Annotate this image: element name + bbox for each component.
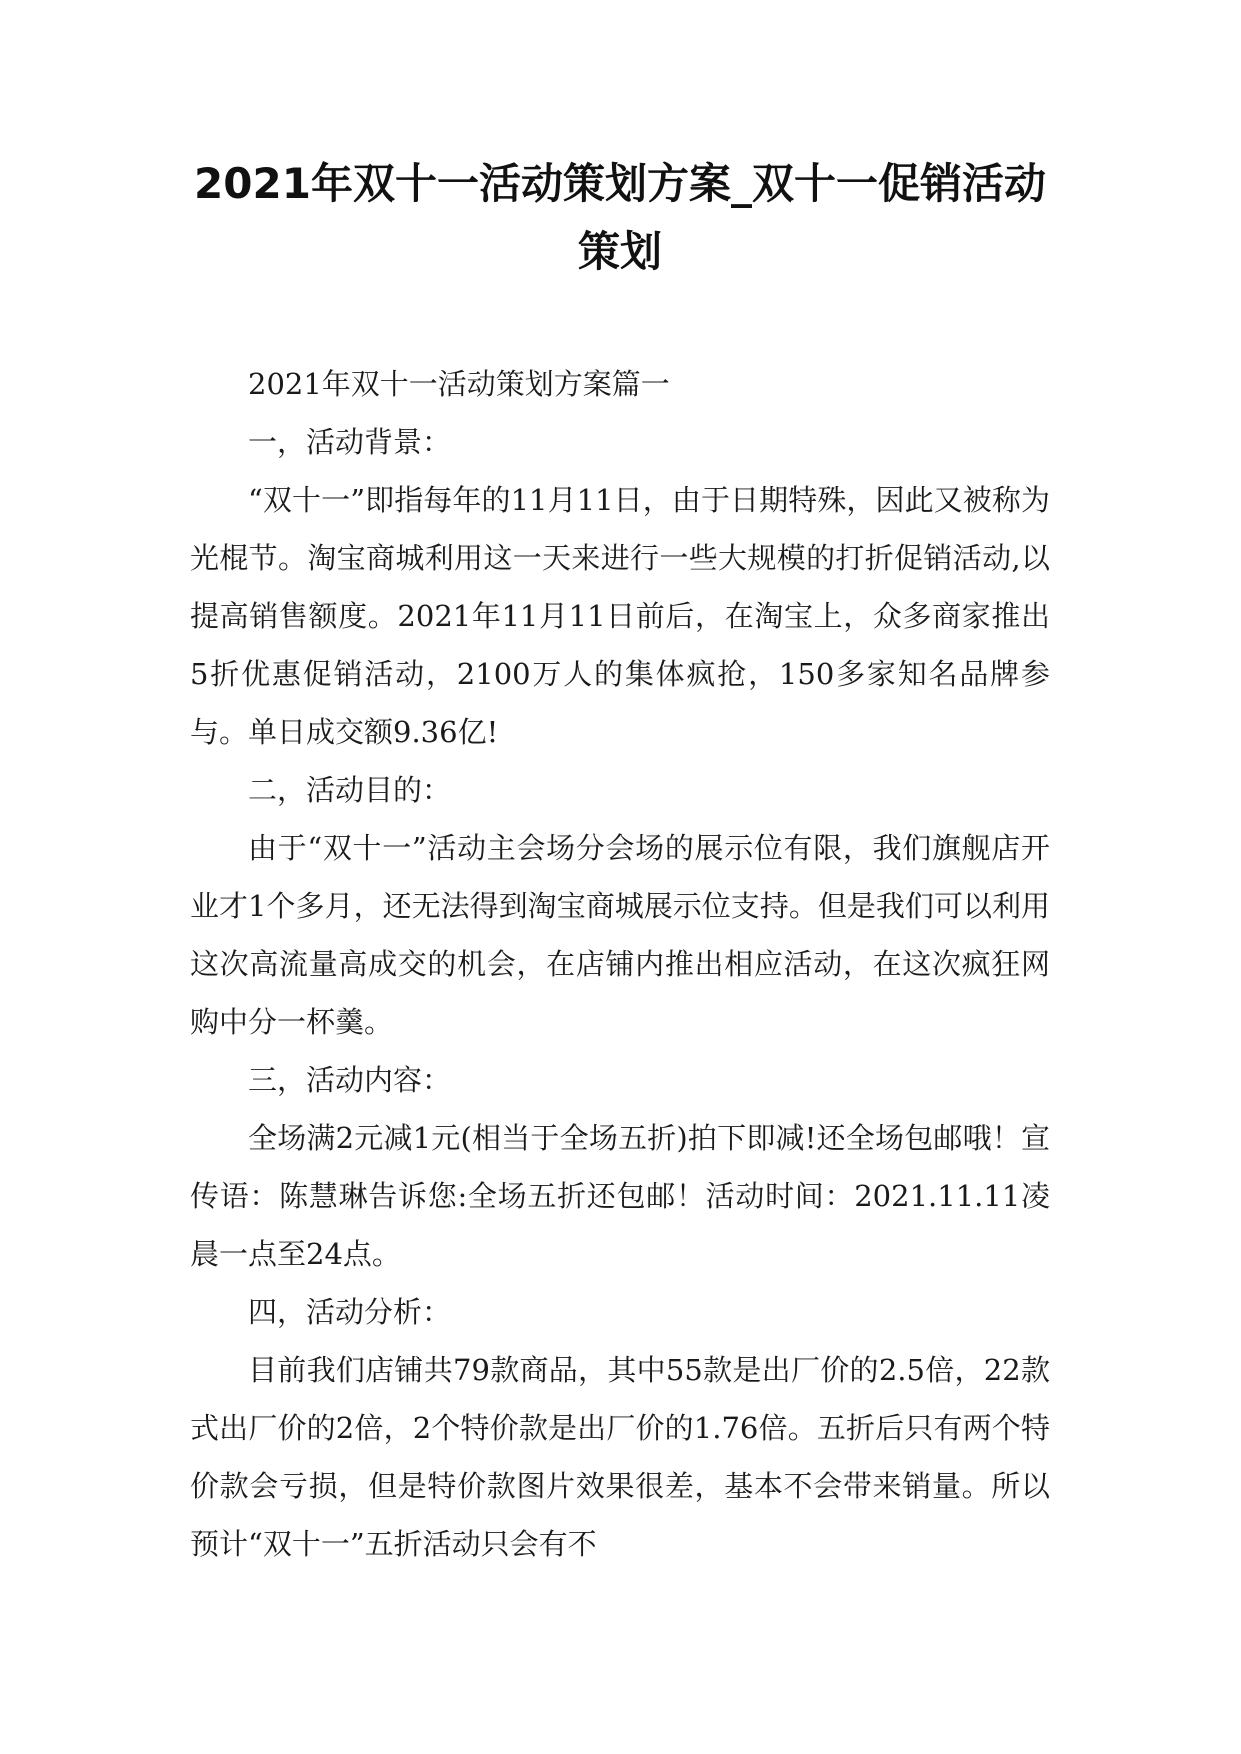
section-heading-content: 三，活动内容： — [248, 1063, 452, 1097]
section-heading-purpose: 二，活动目的： — [248, 773, 452, 807]
section-heading-background: 一，活动背景： — [248, 425, 452, 459]
section-text-purpose: 由于“双十一”活动主会场分会场的展示位有限，我们旗舰店开业才1个多月，还无法得到淘宝商城展示位支持。但是我们可以利用这次高流量高成交的机会，在店铺内推出相应活动，在这次疯狂网购中分一杯羹。 — [190, 831, 1050, 1039]
section-heading-analysis: 四，活动分析： — [248, 1295, 452, 1329]
section-text-background: “双十一”即指每年的11月11日，由于日期特殊，因此又被称为光棍节。淘宝商城利用这一天来进行一些大规模的打折促销活动,以提高销售额度。2021年11月11日前后，在淘宝上，众多商家推出5折优惠促销活动，2100万人的集体疯抢，150多家知名品牌参与。单日成交额9.36亿! — [190, 483, 1050, 749]
document-title: 2021年双十一活动策划方案_双十一促销活动策划 — [194, 159, 1046, 276]
section-text-content: 全场满2元减1元(相当于全场五折)拍下即减!还全场包邮哦！宣传语：陈慧琳告诉您:全场五折还包邮！活动时间：2021.11.11凌晨一点至24点。 — [190, 1121, 1050, 1271]
document-body — [190, 355, 1050, 1573]
document-subtitle: 2021年双十一活动策划方案篇一 — [248, 367, 670, 401]
section-text-analysis: 目前我们店铺共79款商品，其中55款是出厂价的2.5倍，22款式出厂价的2倍，2个特价款是出厂价的1.76倍。五折后只有两个特价款会亏损，但是特价款图片效果很差，基本不会带来销量。所以预计“双十一”五折活动只会有不 — [190, 1353, 1050, 1561]
